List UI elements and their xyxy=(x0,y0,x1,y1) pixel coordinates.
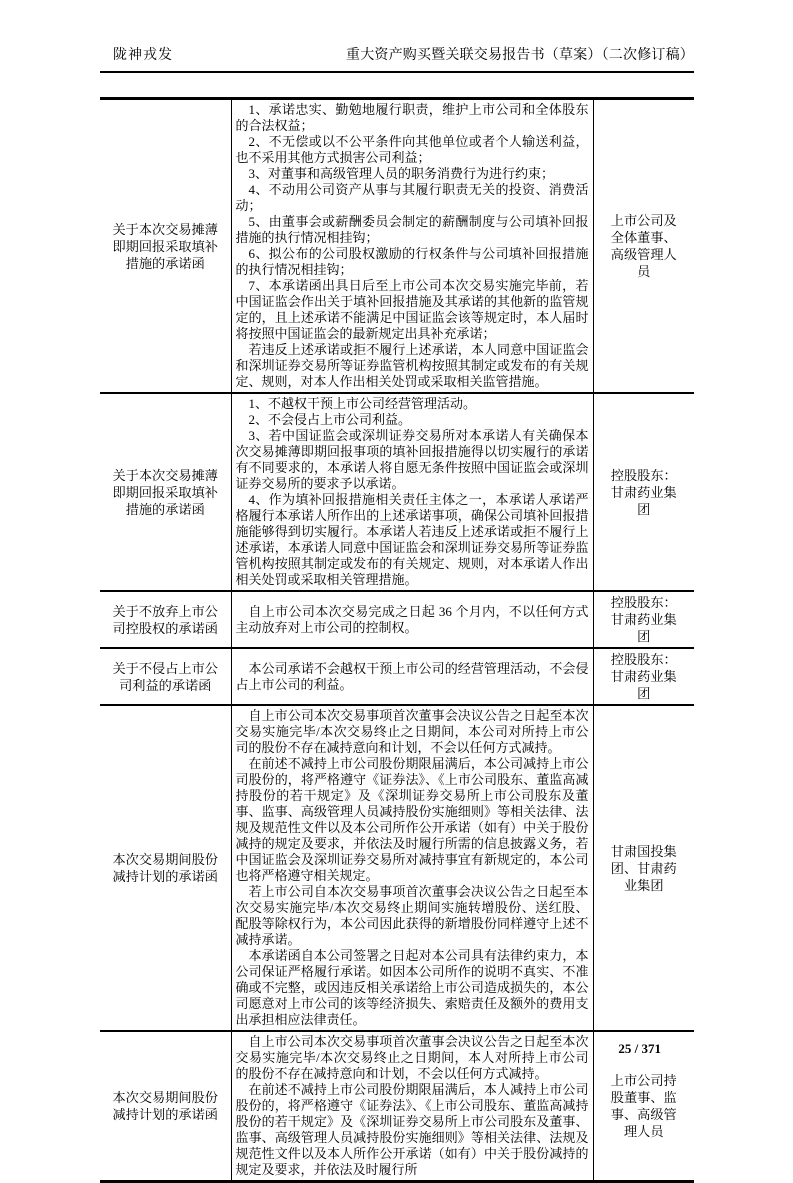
commitment-content-cell xyxy=(231,393,593,591)
commitment-name-cell: 关于本次交易摊薄即期回报采取填补措施的承诺函 xyxy=(100,99,231,394)
commitment-row xyxy=(100,591,694,648)
commitment-paragraph: 在前述不减持上市公司股份期限届满后，本公司减持上市公司股份的，将严格遵守《证券法》、《上市公司股东、董监高减持股份的若干规定》及《深圳证券交易所上市公司股东及董事、监事、高级管理人员减持股份实施细则》等相关法律、法规及规范性文件以及本公司所作公开承诺（如有）中关于股份减持的规定及要求，并依法及时履行所需的信息披露义务，若中国证监会及深圳证券交易所对减持事宜有新规定的，本公司也将严格遵守相关规定。 xyxy=(235,756,589,883)
commitment-name-cell: 关于本次交易摊薄即期回报采取填补措施的承诺函 xyxy=(100,393,231,591)
page-header xyxy=(100,46,694,73)
commitments-table xyxy=(100,97,694,1183)
commitment-paragraph: 5、由董事会或薪酬委员会制定的薪酬制度与公司填补回报措施的执行情况相挂钩； xyxy=(235,214,589,245)
commitment-row xyxy=(100,705,694,1031)
commitment-paragraph: 自上市公司本次交易事项首次董事会决议公告之日起至本次交易实施完毕/本次交易终止之日期间，本人对所持上市公司的股份不存在减持意向和计划，不会以任何方式减持。 xyxy=(235,1034,589,1081)
commitment-paragraph: 若上市公司自本次交易事项首次董事会决议公告之日起至本次交易实施完毕/本次交易终止期间实施转增股份、送红股、配股等除权行为，本公司因此获得的新增股份同样遵守上述不减持承诺。 xyxy=(235,884,589,947)
commitment-row xyxy=(100,648,694,705)
commitment-paragraph: 1、不越权干预上市公司经营管理活动。 xyxy=(248,396,477,411)
commitment-paragraph: 2、不会侵占上市公司利益。 xyxy=(248,412,412,427)
commitment-row xyxy=(100,393,694,591)
commitment-paragraph: 4、不动用公司资产从事与其履行职责无关的投资、消费活动； xyxy=(235,182,589,213)
document-page xyxy=(100,0,694,1177)
commitment-paragraph: 4、作为填补回报措施相关责任主体之一，本承诺人承诺严格履行本承诺人所作出的上述承诺事项，确保公司填补回报措施能够得到切实履行。本承诺人若违反上述承诺或拒不履行上述承诺，本承诺人同意中国证监会和深圳证券交易所等证券监管机构按照其制定或发布的有关规定、规则，对本承诺人作出相关处罚或采取相关管理措施。 xyxy=(235,492,589,587)
commitment-content-cell xyxy=(231,648,593,705)
commitment-party-cell: 上市公司及全体董事、高级管理人员 xyxy=(593,99,694,394)
header-company-name: 陇神戎发 xyxy=(113,48,173,63)
commitment-paragraph: 本承诺函自本公司签署之日起对本公司具有法律约束力，本公司保证严格履行承诺。如因本公司所作的说明不真实、不准确或不完整，或因违反相关承诺给上市公司造成损失的，本公司愿意对上市公司的该等经济损失、索赔责任及额外的费用支出承担相应法律责任。 xyxy=(235,948,589,1027)
commitment-name-cell: 关于不放弃上市公司控股权的承诺函 xyxy=(100,591,231,648)
commitment-name-cell: 本次交易期间股份减持计划的承诺函 xyxy=(100,705,231,1031)
commitment-paragraph: 在前述不减持上市公司股份期限届满后，本人减持上市公司股份的，将严格遵守《证券法》、《上市公司股东、董监高减持股份的若干规定》及《深圳证券交易所上市公司股东及董事、监事、高级管理人员减持股份实施细则》等相关法律、法规及规范性文件以及本人所作公开承诺（如有）中关于股份减持的规定及要求，并依法及时履行所 xyxy=(235,1082,589,1177)
page-number: 25 / 371 xyxy=(618,1041,661,1056)
header-report-title: 重大资产购买暨关联交易报告书（草案）（二次修订稿） xyxy=(346,48,694,63)
commitment-paragraph: 2、不无偿或以不公平条件向其他单位或者个人输送利益，也不采用其他方式损害公司利益； xyxy=(235,134,589,165)
commitment-paragraph: 本公司承诺不会越权干预上市公司的经营管理活动，不会侵占上市公司的利益。 xyxy=(235,660,589,692)
commitment-name-cell: 关于不侵占上市公司利益的承诺函 xyxy=(100,648,231,705)
commitment-paragraph: 自上市公司本次交易完成之日起 36 个月内，不以任何方式主动放弃对上市公司的控制权。 xyxy=(235,603,589,635)
commitment-paragraph: 1、承诺忠实、勤勉地履行职责，维护上市公司和全体股东的合法权益； xyxy=(235,102,589,133)
commitment-party-cell: 甘肃国投集团、甘肃药业集团 xyxy=(593,705,694,1031)
commitment-paragraph: 若违反上述承诺或拒不履行上述承诺，本人同意中国证监会和深圳证券交易所等证券监管机构按照其制定或发布的有关规定、规则，对本人作出相关处罚或采取相关监管措施。 xyxy=(235,342,589,389)
commitment-name-cell: 本次交易期间股份减持计划的承诺函 xyxy=(100,1031,231,1182)
commitment-paragraph: 自上市公司本次交易事项首次董事会决议公告之日起至本次交易实施完毕/本次交易终止之日期间，本公司对所持上市公司的股份不存在减持意向和计划，不会以任何方式减持。 xyxy=(235,708,589,755)
commitment-party-cell: 控股股东：甘肃药业集团 xyxy=(593,591,694,648)
commitment-paragraph: 6、拟公布的公司股权激励的行权条件与公司填补回报措施的执行情况相挂钩； xyxy=(235,246,589,277)
commitment-row xyxy=(100,99,694,394)
commitment-paragraph: 3、若中国证监会或深圳证券交易所对本承诺人有关确保本次交易摊薄即期回报事项的填补回报措施得以切实履行的承诺有不同要求的，本承诺人将自愿无条件按照中国证监会或深圳证券交易所的要求予以承诺。 xyxy=(235,428,589,491)
commitment-party-cell: 控股股东：甘肃药业集团 xyxy=(593,393,694,591)
commitment-party-cell: 上市公司持股董事、监事、高级管理人员 xyxy=(593,1031,694,1182)
page-footer xyxy=(100,1041,694,1057)
commitment-paragraph: 7、本承诺函出具日后至上市公司本次交易实施完毕前，若中国证监会作出关于填补回报措施及其承诺的其他新的监管规定的，且上述承诺不能满足中国证监会该等规定时，本人届时将按照中国证监会的最新规定出具补充承诺； xyxy=(235,278,589,341)
commitment-content-cell xyxy=(231,705,593,1031)
commitment-content-cell xyxy=(231,591,593,648)
commitment-paragraph: 3、对董事和高级管理人员的职务消费行为进行约束； xyxy=(248,166,555,181)
commitment-content-cell xyxy=(231,99,593,394)
commitment-party-cell: 控股股东：甘肃药业集团 xyxy=(593,648,694,705)
